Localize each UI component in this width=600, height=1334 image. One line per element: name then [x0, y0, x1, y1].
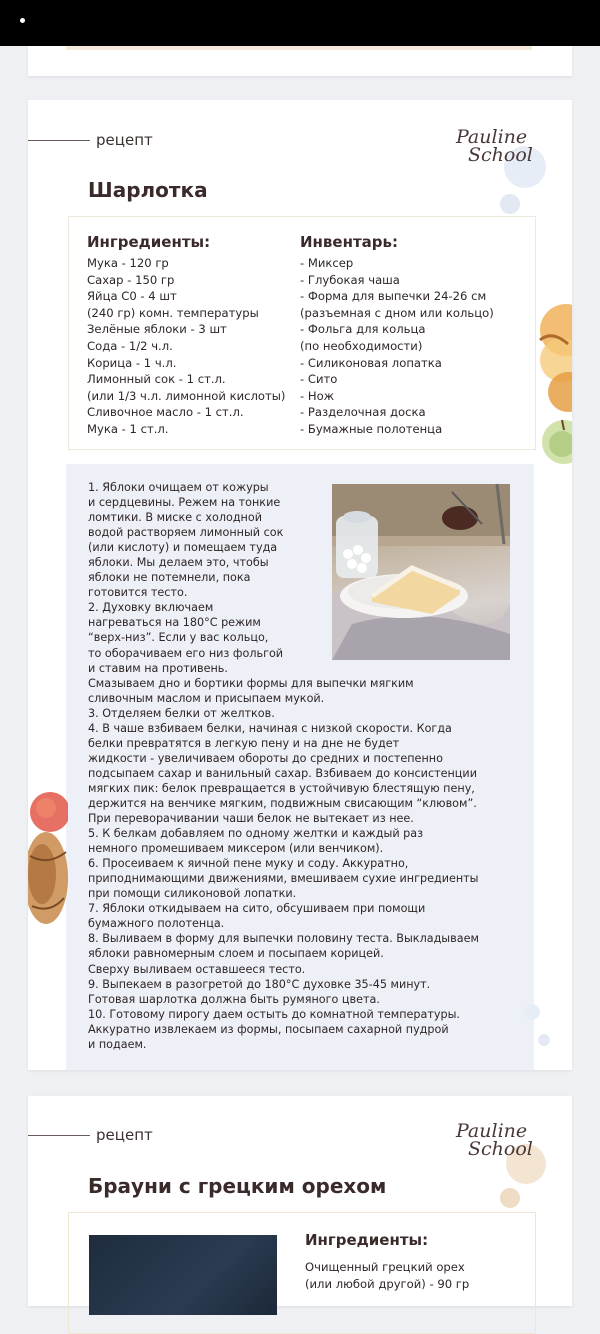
- step-line: сливочным маслом и присыпаем мукой.: [88, 691, 325, 705]
- step-line: 10. Готовому пирогу даем остыть до комнатной температуры.: [88, 1007, 460, 1021]
- recipe-title: Шарлотка: [88, 178, 208, 202]
- step-line: жидкости - увеличиваем обороты до средних и постепенно: [88, 751, 443, 765]
- step-line: приподнимающими движениями, вмешиваем сухие ингредиенты: [88, 872, 479, 886]
- pauline-school-logo: Pauline School: [456, 126, 533, 166]
- list-item: Сода - 1/2 ч.л.: [87, 338, 173, 353]
- ingredients-box: [68, 216, 536, 450]
- list-item: - Бумажные полотенца: [300, 421, 443, 436]
- step-line: нагреваться на 180°С режим: [88, 616, 261, 630]
- list-item: - Сито: [300, 372, 338, 387]
- step-line: 7. Яблоки откидываем на сито, обсушиваем при помощи: [88, 902, 426, 916]
- list-item: Очищенный грецкий орех: [305, 1260, 465, 1274]
- ingredients-heading: Ингредиенты:: [305, 1231, 429, 1249]
- step-line: немного промешиваем миксером (или венчиком).: [88, 842, 384, 856]
- decor-bubble: [500, 1188, 520, 1208]
- step-line: при помощи силиконовой лопатки.: [88, 887, 297, 901]
- decor-bubble: [538, 1034, 550, 1046]
- step-line: ломтики. В миске с холодной: [88, 511, 262, 525]
- camera-dot-icon: [20, 18, 25, 23]
- previous-card-strip: [66, 46, 532, 50]
- list-item: Сливочное масло - 1 ст.л.: [87, 405, 244, 420]
- list-item: - Разделочная доска: [300, 405, 426, 420]
- decor-bubble: [500, 194, 520, 214]
- step-line: 1. Яблоки очищаем от кожуры: [88, 481, 269, 494]
- list-item: - Силиконовая лопатка: [300, 355, 442, 370]
- step-line: и подаем.: [88, 1037, 147, 1051]
- step-line: бумажного полотенца.: [88, 917, 225, 931]
- step-line: держится на венчике мягким, подвижным свисающим “клювом”.: [88, 796, 477, 810]
- list-item: (по необходимости): [300, 338, 423, 353]
- list-item: (или 1/3 ч.л. лимонной кислоты): [87, 388, 286, 403]
- step-line: 6. Просеиваем к яичной пене муку и соду. Аккуратно,: [88, 857, 409, 871]
- recipe-card-brownie: [28, 1096, 572, 1306]
- equipment-list: [300, 255, 530, 438]
- list-item: Сахар - 150 гр: [87, 272, 175, 287]
- step-line: подсыпаем сахар и ванильный сахар. Взбиваем до консистенции: [88, 766, 477, 780]
- recipe-label: [28, 131, 153, 149]
- step-line: то оборачиваем его низ фольгой: [88, 646, 284, 660]
- ingredients-list: [87, 255, 287, 438]
- list-item: (240 гр) комн. температуры: [87, 305, 259, 320]
- step-line: 2. Духовку включаем: [88, 601, 214, 615]
- step-line: При переворачивании чаши белок не вытекает из нее.: [88, 812, 414, 826]
- step-line: водой растворяем лимонный сок: [88, 526, 284, 540]
- status-bar: [0, 0, 600, 46]
- list-item: (разъемная с дном или кольцо): [300, 305, 494, 320]
- list-item: - Миксер: [300, 256, 354, 270]
- watercolor-apple-illustration: [532, 300, 572, 476]
- step-line: и сердцевины. Режем на тонкие: [88, 496, 281, 510]
- list-item: - Глубокая чаша: [300, 272, 400, 287]
- decor-bubble: [524, 1004, 540, 1020]
- recipe-label-text: рецепт: [96, 1126, 153, 1144]
- list-item: Корица - 1 ч.л.: [87, 355, 177, 370]
- list-item: - Форма для выпечки 24-26 см: [300, 289, 487, 304]
- ingredients-list: [305, 1259, 525, 1292]
- previous-card-bottom: [28, 46, 572, 76]
- recipe-label: [28, 1126, 153, 1144]
- step-line: 9. Выпекаем в разогретой до 180°С духовке 35-45 минут.: [88, 977, 431, 991]
- step-line: 5. К белкам добавляем по одному желтки и каждый раз: [88, 827, 424, 841]
- list-item: Яйца С0 - 4 шт: [87, 289, 177, 304]
- step-line: яблоки не потемнели, пока: [88, 571, 251, 585]
- recipe-card-charlotte: [28, 100, 572, 1070]
- step-line: готовится тесто.: [88, 586, 188, 600]
- step-line: белки превратятся в легкую пену и на дне не будет: [88, 736, 400, 750]
- label-divider: [28, 140, 90, 141]
- step-line: Аккуратно извлекаем из формы, посыпаем сахарной пудрой: [88, 1022, 449, 1036]
- step-line: Сверху выливаем оставшееся тесто.: [88, 962, 306, 976]
- step-line: 3. Отделяем белки от желтков.: [88, 706, 275, 720]
- step-line: (или кислоту) и помещаем туда: [88, 541, 278, 555]
- step-line: Смазываем дно и бортики формы для выпечки мягким: [88, 676, 414, 690]
- step-line: Готовая шарлотка должна быть румяного цвета.: [88, 992, 380, 1006]
- step-line: 8. Выливаем в форму для выпечки половину теста. Выкладываем: [88, 932, 479, 946]
- step-line: и ставим на противень.: [88, 661, 228, 675]
- steps-panel: [66, 464, 534, 1070]
- recipe-label-text: рецепт: [96, 131, 153, 149]
- step-line: яблоки. Мы делаем это, чтобы: [88, 556, 269, 570]
- step-line: яблоки равномерным слоем и посыпаем корицей.: [88, 947, 384, 961]
- step-line: “верх-низ”. Если у вас кольцо,: [88, 631, 269, 645]
- recipe-title: Брауни с грецким орехом: [88, 1174, 387, 1198]
- list-item: Мука - 1 ст.л.: [87, 421, 169, 436]
- steps-text: [88, 480, 520, 1052]
- list-item: - Нож: [300, 388, 335, 403]
- ingredients-heading: Ингредиенты:: [87, 233, 211, 251]
- list-item: Мука - 120 гр: [87, 256, 169, 270]
- equipment-heading: Инвентарь:: [300, 233, 398, 251]
- list-item: Зелёные яблоки - 3 шт: [87, 322, 227, 337]
- pauline-school-logo: Pauline School: [456, 1120, 533, 1160]
- step-line: мягких пик: белок превращается в устойчивую блестящую пену,: [88, 781, 475, 795]
- ingredients-box: [68, 1212, 536, 1334]
- brownie-photo: [89, 1235, 277, 1315]
- label-divider: [28, 1135, 90, 1136]
- watercolor-pastry-illustration: [28, 786, 68, 952]
- list-item: - Фольга для кольца: [300, 322, 426, 337]
- list-item: Лимонный сок - 1 ст.л.: [87, 372, 226, 387]
- list-item: (или любой другой) - 90 гр: [305, 1276, 470, 1291]
- step-line: 4. В чаше взбиваем белки, начиная с низкой скорости. Когда: [88, 721, 452, 735]
